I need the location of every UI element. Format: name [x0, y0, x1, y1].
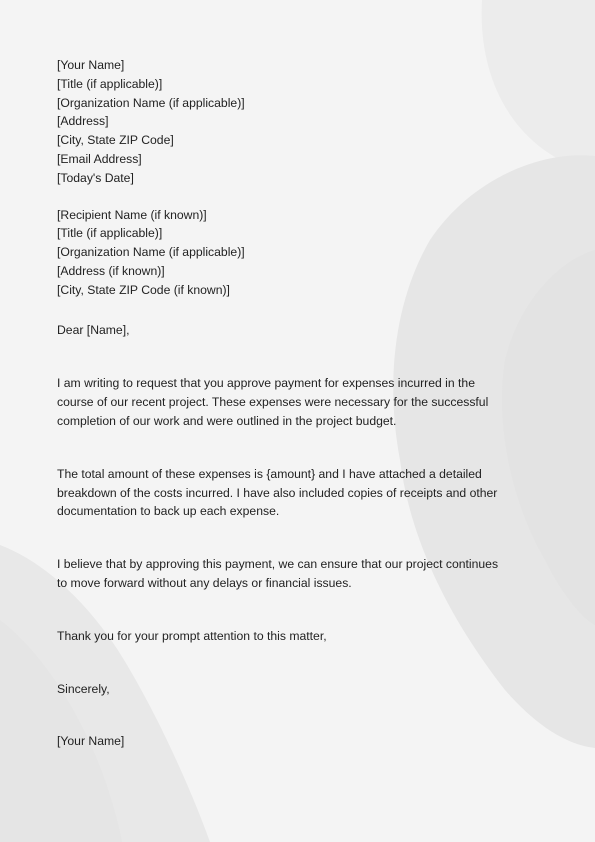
salutation: Dear [Name], [57, 322, 130, 337]
signature-name: [Your Name] [57, 734, 125, 749]
paragraph-line: completion of our work and were outlined in the project budget. [57, 413, 397, 428]
paragraph-line: I am writing to request that you approve payment for expenses incurred in the [57, 376, 475, 391]
paragraph-line: documentation to back up each expense. [57, 504, 280, 519]
recipient-organization: [Organization Name (if applicable)] [57, 245, 245, 260]
recipient-block [57, 206, 547, 300]
closing-thanks: Thank you for your prompt attention to this matter, [57, 628, 327, 643]
sender-city-state-zip: [City, State ZIP Code] [57, 133, 174, 148]
body-paragraph-2 [57, 465, 547, 521]
body-paragraph-3 [57, 555, 547, 593]
recipient-address: [Address (if known)] [57, 263, 165, 278]
sender-block [57, 56, 547, 188]
closing-sign-off: Sincerely, [57, 681, 110, 696]
sender-email: [Email Address] [57, 151, 142, 166]
letter [57, 56, 547, 751]
sender-name: [Your Name] [57, 58, 125, 72]
letter-date: [Today's Date] [57, 170, 134, 185]
sender-title: [Title (if applicable)] [57, 76, 163, 91]
paragraph-line: breakdown of the costs incurred. I have also included copies of receipts and other [57, 485, 498, 500]
recipient-name: [Recipient Name (if known)] [57, 207, 207, 222]
sender-organization: [Organization Name (if applicable)] [57, 95, 245, 110]
sender-address: [Address] [57, 114, 109, 129]
body-paragraph-1 [57, 374, 547, 430]
paragraph-line: The total amount of these expenses is {amount} and I have attached a detailed [57, 466, 482, 481]
paragraph-line: course of our recent project. These expenses were necessary for the successful [57, 395, 489, 410]
paragraph-line: I believe that by approving this payment, we can ensure that our project continues [57, 557, 499, 572]
recipient-title: [Title (if applicable)] [57, 226, 163, 241]
paragraph-line: to move forward without any delays or financial issues. [57, 575, 352, 590]
recipient-city-state-zip: [City, State ZIP Code (if known)] [57, 282, 230, 297]
